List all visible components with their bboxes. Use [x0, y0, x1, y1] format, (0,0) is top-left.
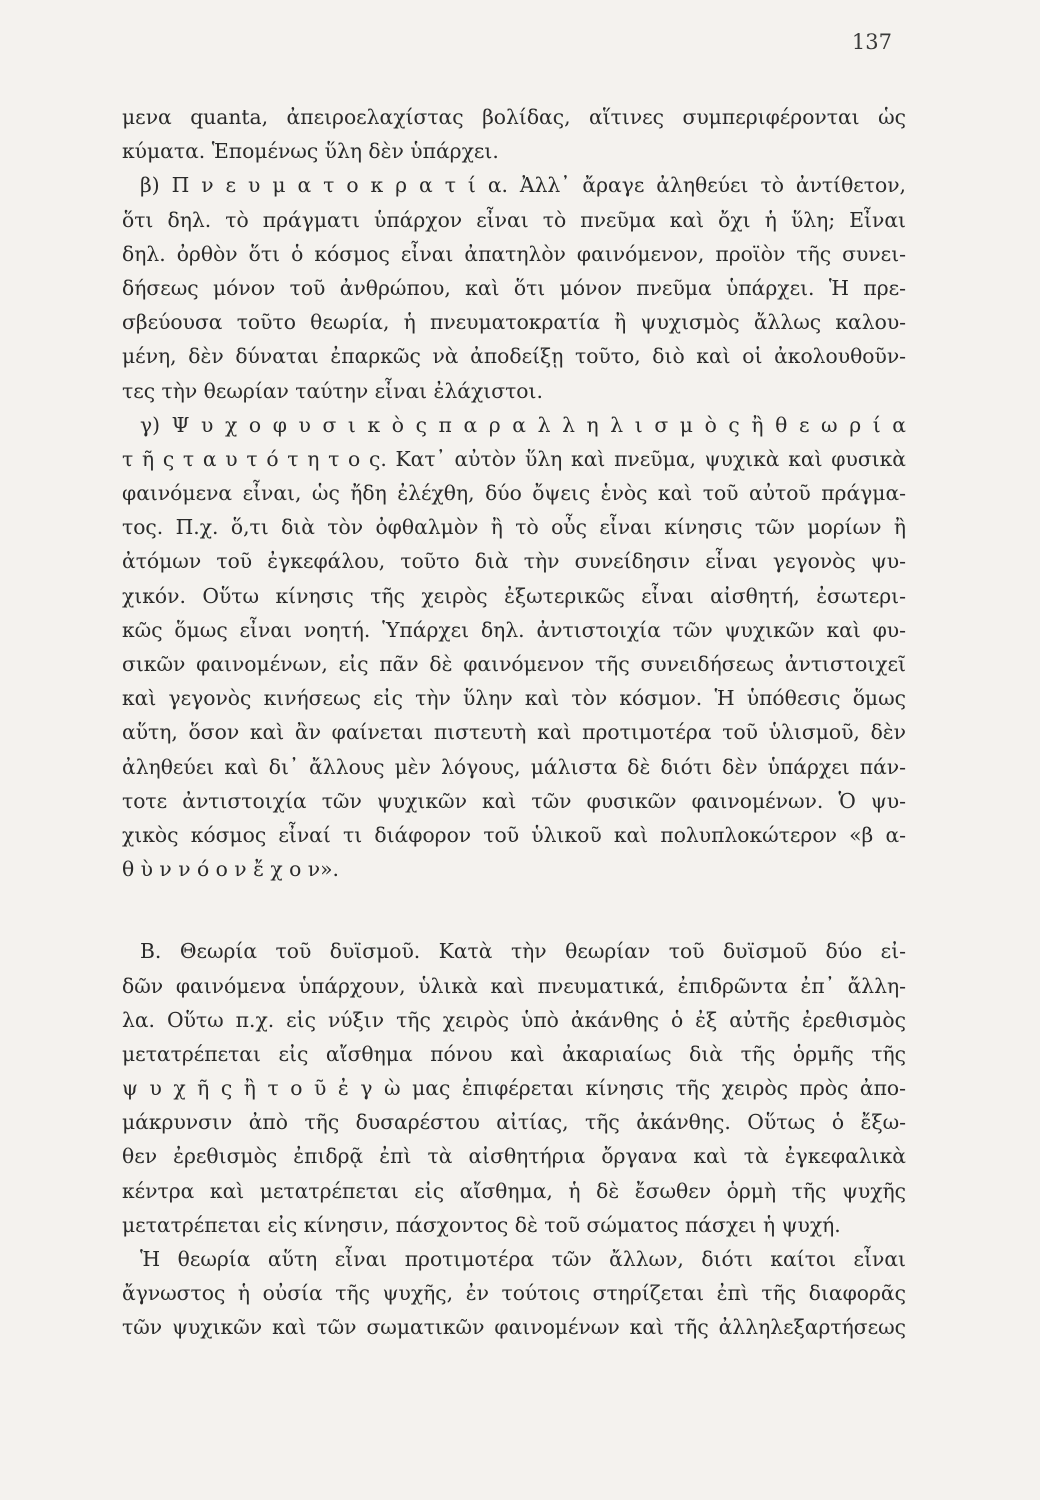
text-line: σβεύουσα τοῦτο θεωρία, ἡ πνευματοκρατία ἢ ψυχισμὸς ἄλλως καλου- [122, 310, 906, 335]
text-line: ὅτι δηλ. τὸ πράγματι ὑπάρχον εἶναι τὸ πνεῦμα καὶ ὄχι ἡ ὕλη; Εἶναι [122, 207, 906, 232]
text-line: γ) Ψ υ χ ο φ υ σ ι κ ὸ ς π α ρ α λ λ η λ ι σ μ ὸ ς ἢ θ ε ω ρ ί α [140, 412, 906, 437]
text-line: ἀληθεύει καὶ δι᾽ ἄλλους μὲν λόγους, μάλιστα δὲ διότι δὲν ὑπάρχει πάν- [122, 754, 906, 779]
text-line: μάκρυνσιν ἀπὸ τῆς δυσαρέστου αἰτίας, τῆς ἀκάνθης. Οὕτως ὁ ἔξω- [122, 1110, 906, 1135]
section-gap [122, 886, 906, 934]
text-line: τῶν ψυχικῶν καὶ τῶν σωματικῶν φαινομένων καὶ τῆς ἀλληλεξαρτήσεως [122, 1315, 906, 1340]
text-line: ἀτόμων τοῦ ἐγκεφάλου, τοῦτο διὰ τὴν συνείδησιν εἶναι γεγονὸς ψυ- [122, 549, 906, 574]
text-line: μετατρέπεται εἰς αἴσθημα πόνου καὶ ἀκαριαίως διὰ τῆς ὁρμῆς τῆς [122, 1041, 906, 1066]
text-line: καὶ γεγονὸς κινήσεως εἰς τὴν ὕλην καὶ τὸν κόσμον. Ἡ ὑπόθεσις ὅμως [122, 686, 906, 711]
text-line: χικόν. Οὕτω κίνησις τῆς χειρὸς ἐξωτερικῶς εἶναι αἰσθητή, ἐσωτερι- [122, 583, 906, 608]
text-line: φαινόμενα εἶναι, ὡς ἤδη ἐλέχθη, δύο ὄψεις ἑνὸς καὶ τοῦ αὐτοῦ πράγμα- [122, 481, 906, 506]
text-line: τοτε ἀντιστοιχία τῶν ψυχικῶν καὶ τῶν φυσικῶν φαινομένων. Ὁ ψυ- [122, 788, 906, 813]
text-line: σικῶν φαινομένων, εἰς πᾶν δὲ φαινόμενον τῆς συνειδήσεως ἀντιστοιχεῖ [122, 652, 906, 676]
text-line: β) Π ν ε υ μ α τ ο κ ρ α τ ί α. Ἀλλ᾽ ἄραγε ἀληθεύει τὸ ἀντίθετον, [140, 173, 906, 198]
text-line: ἄγνωστος ἡ οὐσία τῆς ψυχῆς, ἐν τούτοις στηρίζεται ἐπὶ τῆς διαφορᾶς [122, 1281, 906, 1306]
text-line: Ἡ θεωρία αὕτη εἶναι προτιμοτέρα τῶν ἄλλων, διότι καίτοι εἶναι [140, 1247, 906, 1271]
text-line: μένη, δὲν δύναται ἐπαρκῶς νὰ ἀποδείξῃ τοῦτο, διὸ καὶ οἱ ἀκολουθοῦν- [122, 344, 906, 369]
text-line: θ ὺ ν ν ό ο ν ἔ χ ο ν». [122, 857, 339, 882]
text-line: θεν ἐρεθισμὸς ἐπιδρᾷ ἐπὶ τὰ αἰσθητήρια ὄργανα καὶ τὰ ἐγκεφαλικὰ [122, 1144, 906, 1169]
text-line: κῶς ὅμως εἶναι νοητή. Ὑπάρχει δηλ. ἀντιστοιχία τῶν ψυχικῶν καὶ φυ- [122, 617, 906, 642]
text-line: μετατρέπεται εἰς κίνησιν, πάσχοντος δὲ τοῦ σώματος πάσχει ἡ ψυχή. [122, 1212, 841, 1237]
text-line: δήσεως μόνον τοῦ ἀνθρώπου, καὶ ὅτι μόνον πνεῦμα ὑπάρχει. Ἡ πρε- [122, 275, 906, 300]
text-line: κέντρα καὶ μετατρέπεται εἰς αἴσθημα, ἡ δὲ ἔσωθεν ὁρμὴ τῆς ψυχῆς [122, 1178, 906, 1203]
text-line: δηλ. ὀρθὸν ὅτι ὁ κόσμος εἶναι ἀπατηλὸν φαινόμενον, προϊὸν τῆς συνει- [122, 241, 906, 266]
text-line: λα. Οὕτω π.χ. εἰς νύξιν τῆς χειρὸς ὑπὸ ἀκάνθης ὁ ἐξ αὐτῆς ἐρεθισμὸς [122, 1007, 906, 1032]
text-line: μενα quanta, ἀπειροελαχίστας βολίδας, αἵτινες συμπεριφέρονται ὡς [122, 105, 906, 129]
page-number: 137 [851, 30, 892, 54]
text-line: B. Θεωρία τοῦ δυϊσμοῦ. Κατὰ τὴν θεωρίαν τοῦ δυϊσμοῦ δύο εἰ- [140, 939, 906, 964]
text-line: τος. Π.χ. ὅ,τι διὰ τὸν ὀφθαλμὸν ἢ τὸ οὖς εἶναι κίνησις τῶν μορίων ἢ [122, 515, 906, 540]
text-line: τες τὴν θεωρίαν ταύτην εἶναι ἐλάχιστοι. [122, 378, 543, 403]
page-text [122, 100, 906, 1345]
text-line: αὕτη, ὅσον καὶ ἂν φαίνεται πιστευτὴ καὶ προτιμοτέρα τοῦ ὑλισμοῦ, δὲν [122, 720, 906, 745]
text-line: ψ υ χ ῆ ς ἢ τ ο ῦ ἐ γ ὼ μας ἐπιφέρεται κίνησις τῆς χειρὸς πρὸς ἀπο- [122, 1076, 906, 1101]
text-line: τ ῆ ς τ α υ τ ό τ η τ ο ς. Κατ᾽ αὐτὸν ὕλη καὶ πνεῦμα, ψυχικὰ καὶ φυσικὰ [122, 446, 906, 471]
text-line: χικὸς κόσμος εἶναί τι διάφορον τοῦ ὑλικοῦ καὶ πολυπλοκώτερον «β α- [122, 822, 906, 847]
text-line: κύματα. Ἑπομένως ὕλη δὲν ὑπάρχει. [122, 139, 499, 164]
text-line: δῶν φαινόμενα ὑπάρχουν, ὑλικὰ καὶ πνευματικά, ἐπιδρῶντα ἐπ᾽ ἄλλη- [122, 973, 906, 998]
